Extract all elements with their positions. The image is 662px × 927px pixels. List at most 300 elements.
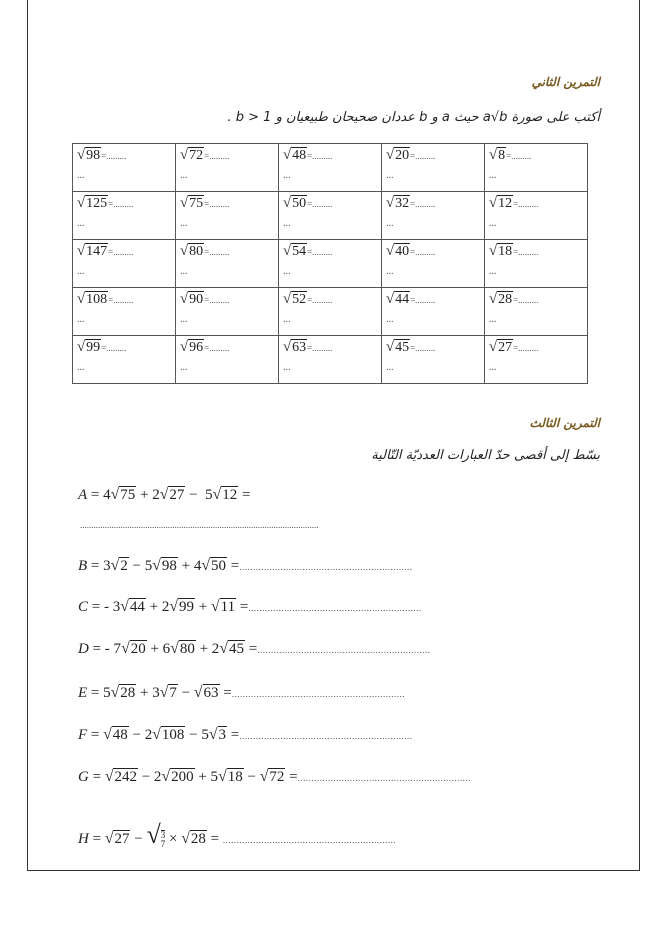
radicand: 12 — [222, 487, 238, 503]
square-root — [181, 830, 207, 848]
square-root — [111, 486, 137, 504]
square-root — [120, 598, 146, 616]
radical-sign-icon: √ — [120, 598, 129, 615]
answer-fill[interactable]: ............................................................... — [231, 689, 406, 699]
expression-g — [78, 768, 471, 786]
denominator: 7 — [160, 839, 166, 850]
table-cell[interactable] — [176, 192, 279, 240]
radicand: 27 — [498, 340, 513, 355]
cell-fill: =......... — [108, 247, 134, 257]
square-root — [209, 726, 227, 744]
cell-second-line: ... — [386, 218, 394, 229]
table-cell[interactable] — [485, 192, 588, 240]
table-cell[interactable] — [279, 192, 382, 240]
radical-sign-icon: √ — [489, 147, 498, 163]
cell-fill: =......... — [307, 343, 333, 353]
table-cell[interactable] — [176, 336, 279, 384]
square-root — [219, 640, 245, 658]
exercise-2-title: التمرين الثاني — [531, 75, 600, 89]
cell-second-line: ... — [77, 314, 85, 325]
radical-sign-icon: √ — [110, 557, 120, 574]
table-cell[interactable] — [279, 288, 382, 336]
expression-text: = — [236, 599, 249, 615]
radical-sign-icon: √ — [283, 339, 292, 355]
cell-second-line: ... — [283, 170, 291, 181]
radical-sign-icon: √ — [152, 557, 161, 574]
square-root — [283, 195, 307, 212]
radicand: 75 — [189, 196, 204, 211]
radical-sign-icon: √ — [77, 339, 86, 355]
cell-expression — [77, 243, 171, 260]
cell-expression — [386, 339, 480, 356]
expression-text: − — [177, 685, 194, 701]
table-row — [73, 288, 588, 336]
radicand: 27 — [114, 831, 130, 847]
cell-expression — [489, 291, 583, 308]
radical-sign-icon: √ — [283, 195, 292, 211]
radicand: 99 — [86, 340, 101, 355]
cell-second-line: ... — [283, 314, 291, 325]
square-root — [77, 291, 108, 308]
radicand: 63 — [203, 685, 219, 701]
cell-second-line: ... — [77, 170, 85, 181]
radical-sign-icon: √ — [386, 291, 395, 307]
expression-text: − — [243, 769, 260, 785]
cell-expression — [283, 147, 377, 164]
radical-sign-icon: √ — [180, 195, 189, 211]
radicand: 80 — [179, 641, 195, 657]
radical-sign-icon: √ — [181, 830, 190, 847]
square-root — [121, 640, 147, 658]
radicand: 48 — [112, 727, 128, 743]
expression-text: + — [195, 599, 211, 615]
square-root — [77, 195, 108, 212]
square-root — [111, 557, 129, 575]
cell-second-line: ... — [77, 218, 85, 229]
square-root — [489, 291, 513, 308]
radical-sign-icon: √ — [77, 291, 86, 307]
radicand: 20 — [130, 641, 146, 657]
square-root — [77, 147, 101, 164]
cell-second-line: ... — [180, 170, 188, 181]
radicand: 75 — [120, 487, 136, 503]
radical-sign-icon: √ — [146, 820, 161, 849]
table-cell[interactable] — [73, 144, 176, 192]
table-cell[interactable] — [485, 144, 588, 192]
cell-fill: =......... — [307, 199, 333, 209]
cell-expression — [489, 243, 583, 260]
cell-fill: =......... — [204, 343, 230, 353]
square-root — [386, 339, 410, 356]
cell-expression — [283, 291, 377, 308]
radical-sign-icon: √ — [161, 768, 171, 785]
cell-second-line: ... — [386, 266, 394, 277]
cell-second-line: ... — [489, 218, 497, 229]
square-root — [489, 339, 513, 356]
expression-text: − 2 — [128, 727, 153, 743]
table-cell[interactable] — [279, 240, 382, 288]
radicand: 125 — [86, 196, 108, 211]
square-root — [180, 339, 204, 356]
expression-h — [78, 820, 396, 850]
expression-label: C — [78, 599, 89, 615]
table-cell[interactable] — [176, 288, 279, 336]
cell-expression — [180, 291, 274, 308]
radicand: 147 — [86, 244, 108, 259]
expression-label: H — [78, 831, 89, 847]
cell-fill: =......... — [307, 151, 333, 161]
cell-fill: =......... — [410, 199, 436, 209]
radical-sign-icon: √ — [212, 486, 222, 503]
expression-text: = 3 — [87, 558, 111, 574]
radical-sign-icon: √ — [208, 726, 218, 743]
expression-text: = - 3 — [88, 599, 121, 615]
cell-fill: =......... — [108, 199, 134, 209]
expression-text: = 4 — [87, 487, 111, 503]
cell-fill: =......... — [204, 247, 230, 257]
radical-sign-icon: √ — [283, 243, 292, 259]
square-root — [103, 726, 129, 744]
table-cell[interactable] — [485, 240, 588, 288]
table-row — [73, 144, 588, 192]
expression-text: + 5 — [194, 769, 219, 785]
answer-fill[interactable]: ............................................................... — [297, 773, 471, 783]
expression-text: − 2 — [137, 769, 162, 785]
cell-second-line: ... — [180, 218, 188, 229]
radical-sign-icon: √ — [218, 768, 227, 785]
radical-sign-icon: √ — [210, 598, 220, 615]
cell-fill: =......... — [108, 295, 134, 305]
radicand: 50 — [292, 196, 307, 211]
square-root — [283, 291, 307, 308]
radical-sign-icon: √ — [169, 598, 179, 615]
square-root — [260, 768, 286, 786]
cell-fill: =......... — [204, 295, 230, 305]
square-root — [283, 243, 307, 260]
expression-label: B — [78, 558, 88, 574]
square-root — [201, 557, 227, 575]
square-root — [218, 768, 244, 786]
cell-fill: =......... — [513, 247, 539, 257]
cell-second-line: ... — [386, 314, 394, 325]
radicand: 63 — [292, 340, 307, 355]
expression-text: = — [88, 769, 105, 785]
radicand: 50 — [211, 558, 227, 574]
square-root — [180, 291, 204, 308]
cell-fill: =......... — [506, 151, 532, 161]
square-root — [180, 195, 204, 212]
answer-fill[interactable]: ............................................................... — [239, 731, 413, 741]
cell-expression — [283, 195, 377, 212]
radicand: 18 — [227, 769, 243, 785]
table-cell[interactable] — [176, 144, 279, 192]
radicand: 48 — [292, 148, 307, 163]
table-cell[interactable] — [73, 240, 176, 288]
radical-sign-icon: √ — [180, 339, 189, 355]
radical-sign-icon: √ — [110, 486, 120, 503]
cell-fill: =......... — [307, 295, 333, 305]
cell-second-line: ... — [489, 362, 497, 373]
exercise-3-instruction: بسّط إلى أقصى حدّ العبارات العدديّة التّالية — [371, 448, 600, 463]
square-root — [386, 195, 410, 212]
cell-fill: =......... — [513, 199, 539, 209]
radical-sign-icon: √ — [121, 640, 130, 657]
cell-expression — [77, 339, 171, 356]
radicand: 98 — [86, 148, 101, 163]
cell-fill: =......... — [101, 343, 127, 353]
radicand: 32 — [395, 196, 410, 211]
radical-sign-icon: √ — [283, 291, 292, 307]
radicand: 108 — [86, 292, 108, 307]
expression-label: A — [78, 487, 88, 503]
radical-sign-icon: √ — [201, 557, 211, 574]
radical-sign-icon: √ — [386, 195, 395, 211]
cell-expression — [489, 147, 583, 164]
radicand: 90 — [189, 292, 204, 307]
cell-fill: =......... — [101, 151, 127, 161]
radical-sign-icon: √ — [259, 768, 269, 785]
cell-second-line: ... — [77, 266, 85, 277]
cell-second-line: ... — [283, 362, 291, 373]
square-root — [283, 147, 307, 164]
table-cell[interactable] — [485, 288, 588, 336]
table-cell[interactable] — [485, 336, 588, 384]
table-cell[interactable] — [382, 240, 485, 288]
expression-text: + 6 — [146, 641, 171, 657]
radicand: 3 — [218, 727, 227, 743]
square-root — [161, 768, 194, 786]
radicand: 99 — [179, 599, 195, 615]
expression-f — [78, 726, 413, 744]
exercise-2-instruction: أكتب على صورة a√b حيث a و b عددان صحيحان طبيعيان و b > 1 . — [227, 110, 600, 125]
square-root — [489, 147, 506, 164]
square-root — [489, 195, 513, 212]
expression-text: = — [244, 641, 258, 657]
cell-fill: =......... — [513, 343, 539, 353]
radical-sign-icon: √ — [386, 339, 395, 355]
expression-text: − 5 — [185, 727, 209, 743]
cell-expression — [386, 195, 480, 212]
radicand: 72 — [269, 769, 285, 785]
cell-expression — [77, 291, 171, 308]
square-root — [152, 726, 185, 744]
table-cell[interactable] — [279, 144, 382, 192]
radical-sign-icon: √ — [159, 486, 169, 503]
expression-text: = 5 — [87, 685, 111, 701]
square-root — [105, 768, 138, 786]
radicals-table — [72, 143, 588, 384]
table-cell[interactable] — [73, 192, 176, 240]
expression-text: = — [88, 831, 105, 847]
radical-sign-icon: √ — [386, 243, 395, 259]
cell-fill: =......... — [410, 295, 436, 305]
cell-second-line: ... — [489, 266, 497, 277]
expression-label: E — [78, 685, 88, 701]
cell-second-line: ... — [386, 362, 394, 373]
cell-second-line: ... — [180, 314, 188, 325]
expression-c — [78, 598, 422, 616]
radicand: 40 — [395, 244, 410, 259]
radicand: 200 — [171, 769, 194, 785]
radicand: 242 — [114, 769, 137, 785]
square-root — [160, 684, 178, 702]
square-root — [169, 598, 195, 616]
radicand: 108 — [161, 727, 185, 743]
cell-second-line: ... — [180, 266, 188, 277]
square-root — [283, 339, 307, 356]
radicand: 96 — [189, 340, 204, 355]
radical-sign-icon: √ — [489, 339, 498, 355]
radical-sign-icon: √ — [219, 640, 228, 657]
square-root — [386, 243, 410, 260]
table-cell[interactable] — [382, 144, 485, 192]
square-root — [180, 243, 204, 260]
expression-text: = - 7 — [88, 641, 122, 657]
radical-sign-icon: √ — [104, 830, 114, 847]
radical-sign-icon: √ — [103, 726, 112, 743]
cell-fill: =......... — [513, 295, 539, 305]
radicand: 28 — [120, 685, 136, 701]
radicand: 80 — [189, 244, 204, 259]
cell-expression — [283, 339, 377, 356]
radicand: 20 — [395, 148, 410, 163]
radicand: 28 — [190, 831, 206, 847]
cell-second-line: ... — [489, 314, 497, 325]
answer-fill[interactable]: ............................................................... — [248, 603, 422, 613]
cell-fill: =......... — [307, 247, 333, 257]
cell-expression — [180, 339, 274, 356]
table-cell[interactable] — [382, 336, 485, 384]
expression-label: D — [78, 641, 89, 657]
table-row — [73, 240, 588, 288]
radical-sign-icon: √ — [489, 291, 498, 307]
radical-sign-icon: √ — [180, 147, 189, 163]
exercise-3-title: التمرين الثالث — [529, 416, 600, 430]
radical-sign-icon: √ — [386, 147, 395, 163]
expression-text: − 5 — [185, 487, 213, 503]
radical-sign-icon: √ — [152, 726, 161, 743]
radicand: 28 — [498, 292, 513, 307]
radicand: 45 — [228, 641, 244, 657]
expression-a — [78, 486, 251, 504]
expression-text: + 2 — [136, 487, 160, 503]
answer-fill[interactable]: ............................................................... — [222, 835, 397, 845]
radical-sign-icon: √ — [283, 147, 292, 163]
expression-text: = — [87, 727, 104, 743]
radicand: 11 — [220, 599, 236, 615]
cell-expression — [180, 195, 274, 212]
square-root — [77, 243, 108, 260]
expression-text: × — [165, 831, 182, 847]
cell-expression — [283, 243, 377, 260]
square-root — [386, 291, 410, 308]
radicand: 98 — [161, 558, 177, 574]
expression-text: = — [227, 558, 240, 574]
radicand: 44 — [395, 292, 410, 307]
table-cell[interactable] — [382, 192, 485, 240]
cell-expression — [77, 195, 171, 212]
expression-text: = — [227, 727, 240, 743]
cell-second-line: ... — [283, 218, 291, 229]
radical-sign-icon: √ — [193, 684, 203, 701]
expression-b — [78, 557, 413, 575]
expression-text: = — [238, 487, 251, 503]
expression-text: + 3 — [136, 685, 160, 701]
radical-sign-icon: √ — [180, 243, 189, 259]
cell-expression — [386, 243, 480, 260]
expression-d — [78, 640, 430, 658]
square-root — [105, 830, 131, 848]
radicand: 18 — [498, 244, 513, 259]
table-cell[interactable] — [73, 336, 176, 384]
radical-sign-icon: √ — [77, 243, 86, 259]
expression-text: + 4 — [177, 558, 202, 574]
expression-text: + 2 — [195, 641, 220, 657]
radicand: 7 — [169, 685, 177, 701]
square-root — [386, 147, 410, 164]
answer-line-a[interactable]: .......................................................................................................... — [80, 520, 319, 530]
radical-sign-icon: √ — [159, 684, 169, 701]
cell-fill: =......... — [410, 151, 436, 161]
square-root-fraction — [146, 820, 165, 850]
square-root — [111, 684, 137, 702]
radicand: 2 — [120, 558, 128, 574]
cell-expression — [489, 339, 583, 356]
cell-expression — [489, 195, 583, 212]
table-row — [73, 192, 588, 240]
radical-sign-icon: √ — [77, 195, 86, 211]
cell-second-line: ... — [489, 170, 497, 181]
numerator: 3 — [160, 830, 166, 841]
expression-text: = — [219, 685, 232, 701]
table-cell[interactable] — [73, 288, 176, 336]
radical-sign-icon: √ — [104, 768, 114, 785]
square-root — [77, 339, 101, 356]
cell-expression — [386, 147, 480, 164]
cell-expression — [77, 147, 171, 164]
square-root — [211, 598, 236, 616]
radicand: 27 — [169, 487, 185, 503]
expression-text: + 2 — [145, 599, 170, 615]
expression-label: G — [78, 769, 89, 785]
expression-e — [78, 684, 405, 702]
table-cell[interactable] — [382, 288, 485, 336]
radical-sign-icon: √ — [180, 291, 189, 307]
expression-text: − — [130, 831, 147, 847]
answer-fill[interactable]: ............................................................... — [239, 562, 413, 572]
table-cell[interactable] — [176, 240, 279, 288]
cell-expression — [386, 291, 480, 308]
expression-label: F — [78, 727, 88, 743]
radicand: 52 — [292, 292, 307, 307]
cell-second-line: ... — [180, 362, 188, 373]
radical-sign-icon: √ — [77, 147, 86, 163]
expression-text: = — [206, 831, 223, 847]
radicand: 12 — [498, 196, 513, 211]
cell-expression — [180, 147, 274, 164]
radicand: 54 — [292, 244, 307, 259]
radical-sign-icon: √ — [110, 684, 120, 701]
table-cell[interactable] — [279, 336, 382, 384]
cell-fill: =......... — [410, 247, 436, 257]
square-root — [170, 640, 196, 658]
cell-second-line: ... — [77, 362, 85, 373]
answer-fill[interactable]: ............................................................... — [257, 645, 431, 655]
cell-fill: =......... — [204, 151, 230, 161]
square-root — [160, 486, 186, 504]
radicand: 8 — [498, 148, 506, 163]
radical-sign-icon: √ — [489, 195, 498, 211]
